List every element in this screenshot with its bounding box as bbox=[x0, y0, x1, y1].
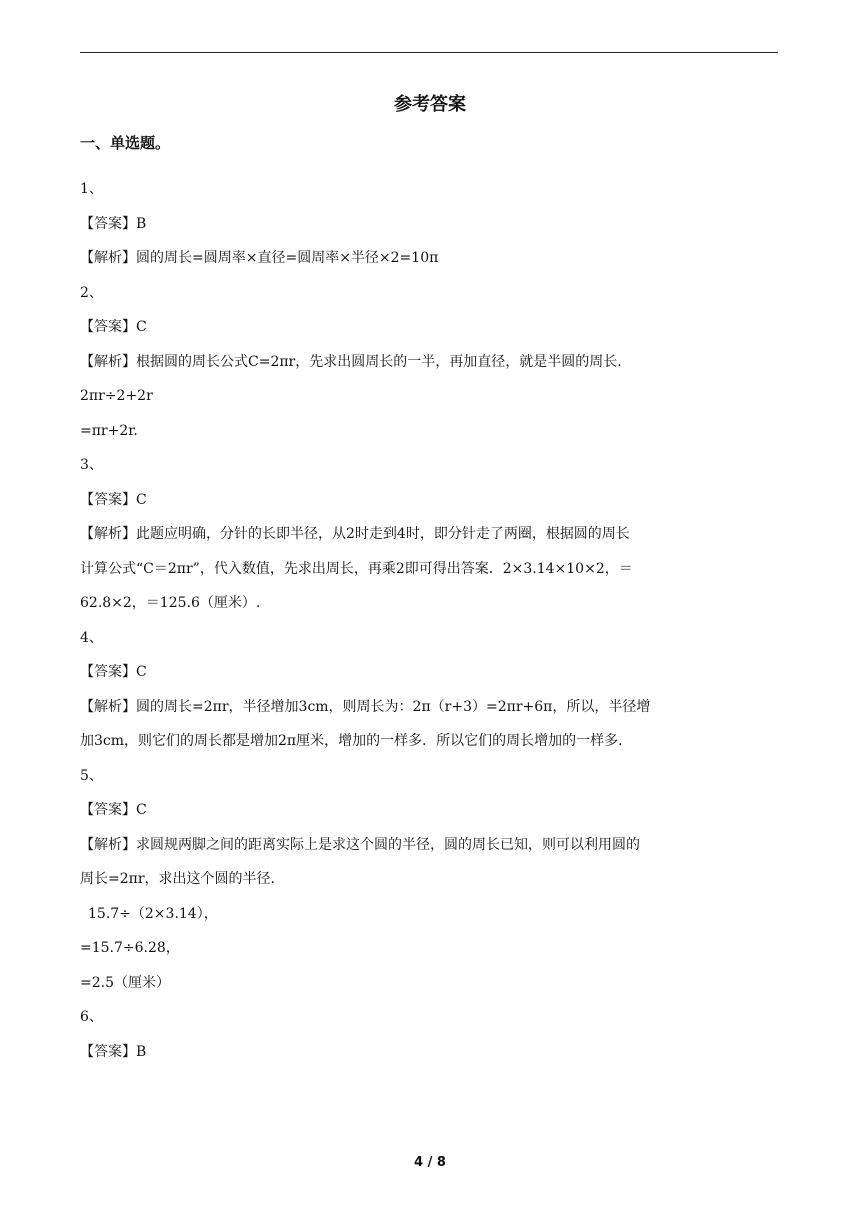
formula-line: =15.7÷6.28， bbox=[80, 940, 180, 956]
answer-line: 【答案】C bbox=[80, 491, 147, 508]
question-number: 4、 bbox=[80, 629, 103, 646]
question-number: 6、 bbox=[80, 1009, 103, 1025]
question-number: 3、 bbox=[80, 457, 103, 473]
section-heading: 一、单选题。 bbox=[80, 134, 171, 152]
header-rule bbox=[80, 52, 778, 53]
answer-line: 【答案】B bbox=[80, 1043, 147, 1060]
answer-line: 【答案】C bbox=[80, 664, 147, 680]
analysis-line: 【解析】求圆规两脚之间的距离实际上是求这个圆的半径，圆的周长已知，则可以利用圆的 bbox=[80, 836, 640, 853]
analysis-line: 【解析】此题应明确，分针的长即半径，从2时走到4时，即分针走了两圈，根据圆的周长 bbox=[80, 526, 630, 542]
question-number: 2、 bbox=[80, 284, 103, 301]
analysis-line: 【解析】圆的周长=圆周率×直径=圆周率×半径×2=10π bbox=[80, 250, 439, 266]
question-number: 1、 bbox=[80, 181, 103, 197]
analysis-line: 62.8×2，＝125.6（厘米）. bbox=[80, 595, 261, 611]
analysis-line: 周长=2πr，求出这个圆的半径. bbox=[80, 871, 275, 887]
page-title: 参考答案 bbox=[394, 94, 466, 115]
question-number: 5、 bbox=[80, 767, 103, 784]
formula-line: 15.7÷（2×3.14）， bbox=[88, 905, 218, 922]
answer-line: 【答案】B bbox=[80, 215, 147, 232]
page-number: 4 / 8 bbox=[414, 1155, 446, 1170]
formula-line: =2.5（厘米） bbox=[80, 974, 170, 991]
answer-line: 【答案】C bbox=[80, 802, 147, 818]
formula-line: =πr+2r. bbox=[80, 422, 138, 439]
analysis-line: 【解析】圆的周长=2πr，半径增加3cm，则周长为：2π（r+3）=2πr+6π，所以，半径增 bbox=[80, 698, 651, 715]
analysis-line: 加3cm，则它们的周长都是增加2π厘米，增加的一样多．所以它们的周长增加的一样多． bbox=[80, 733, 633, 749]
formula-line: 2πr÷2+2r bbox=[80, 388, 153, 404]
answer-line: 【答案】C bbox=[80, 319, 147, 335]
analysis-line: 【解析】根据圆的周长公式C=2πr，先求出圆周长的一半，再加直径，就是半圆的周长. bbox=[80, 353, 622, 370]
analysis-line: 计算公式“C＝2πr”，代入数值，先求出周长，再乘2即可得出答案．2×3.14×10×2，＝ bbox=[80, 560, 633, 577]
answer-body bbox=[80, 172, 780, 1069]
